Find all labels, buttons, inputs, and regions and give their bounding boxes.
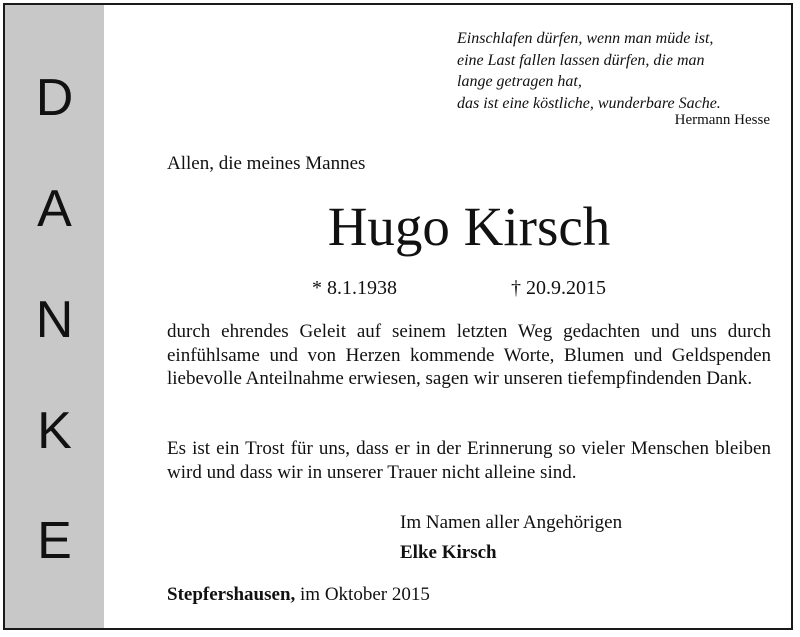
place-date-line <box>167 582 430 608</box>
sidebar-letter-n: N <box>35 291 74 349</box>
sidebar-letter-a: A <box>37 180 72 238</box>
danke-sidebar <box>5 5 104 628</box>
sidebar-letter-k: K <box>37 402 72 460</box>
place-name: Stepfershausen, <box>167 584 296 605</box>
hesse-quote <box>457 28 777 114</box>
closing-block <box>400 508 622 568</box>
quote-author: Hermann Hesse <box>674 112 770 128</box>
quote-line: das ist eine köstliche, wunderbare Sache. <box>457 94 721 112</box>
sidebar-letter-e: E <box>37 512 72 570</box>
signer-name: Elke Kirsch <box>400 542 497 563</box>
sidebar-letter-d: D <box>35 69 74 127</box>
thanks-paragraph: durch ehrendes Geleit auf seinem letzten Weg gedachten und uns durch einfühlsame und von Herzen kommende Worte, Blumen und Geldspenden liebevolle Anteilnahme erwiesen, sagen wir unseren tiefempfindenden Dank. <box>167 321 771 389</box>
birth-date: * 8.1.1938 <box>312 277 397 299</box>
intro-text: Allen, die meines Mannes <box>167 153 366 174</box>
comfort-paragraph: Es ist ein Trost für uns, dass er in der Erinnerung so vieler Menschen bleiben wird und dass wir in unserer Trauer nicht alleine sind. <box>167 438 771 483</box>
month-year: im Oktober 2015 <box>300 584 430 605</box>
quote-line: eine Last fallen lassen dürfen, die man <box>457 51 705 69</box>
death-date: † 20.9.2015 <box>511 277 606 299</box>
deceased-name: Hugo Kirsch <box>327 196 611 257</box>
quote-line: lange getragen hat, <box>457 73 582 90</box>
on-behalf-text: Im Namen aller Angehörigen <box>400 512 623 533</box>
quote-line: Einschlafen dürfen, wenn man müde ist, <box>457 30 714 47</box>
